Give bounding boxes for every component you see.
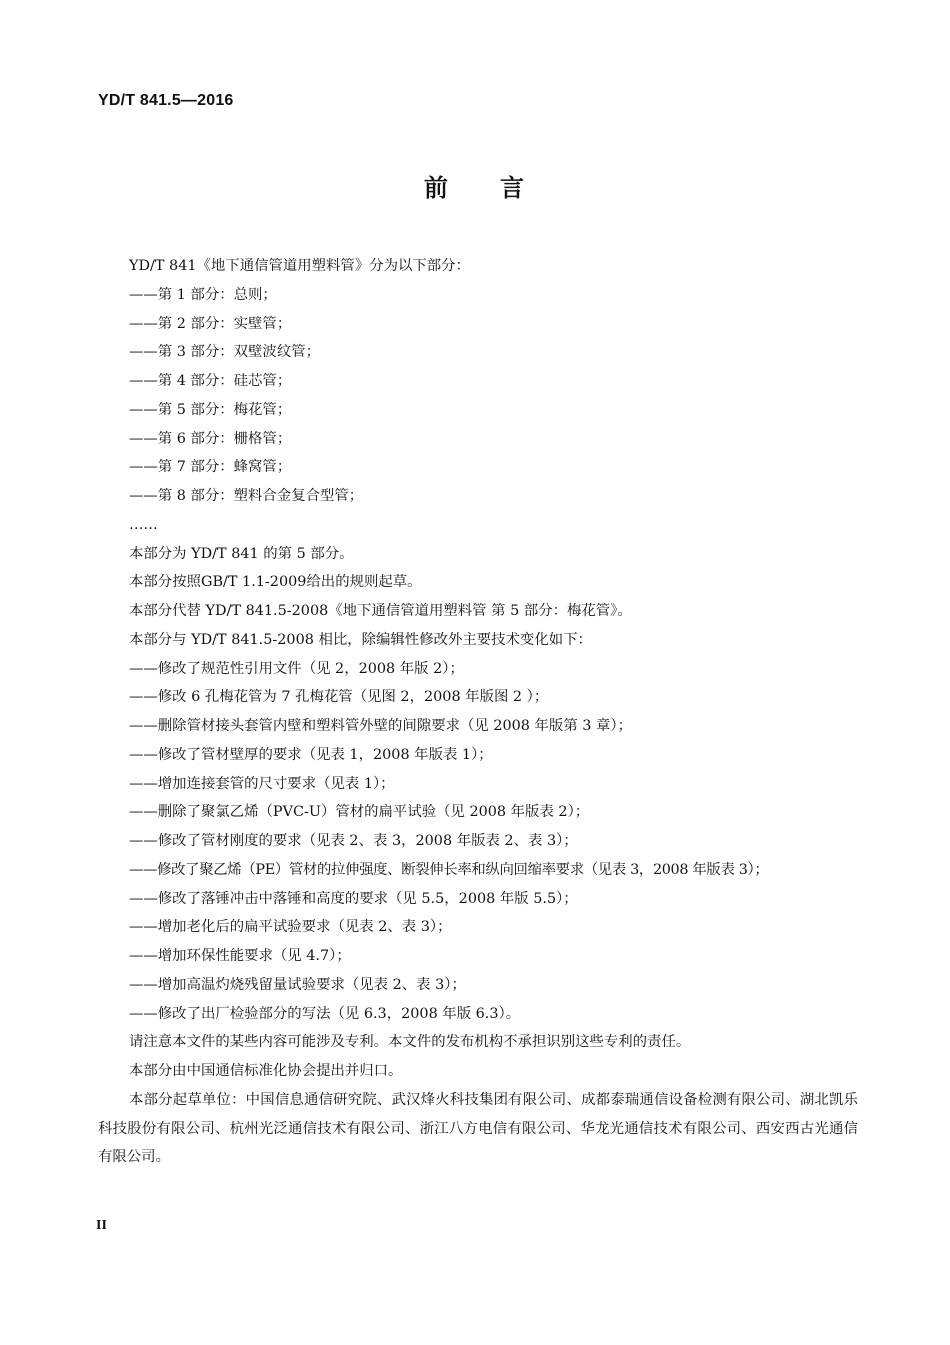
foreword-line: YD/T 841《地下通信管道用塑料管》分为以下部分： — [129, 258, 470, 274]
foreword-line: ——第 1 部分：总则； — [129, 286, 277, 303]
foreword-line: …… — [129, 516, 158, 533]
foreword-line: ——删除了聚氯乙烯（PVC-U）管材的扁平试验（见 2008 年版表 2）； — [129, 804, 590, 821]
page-title — [0, 168, 950, 203]
foreword-line: ——第 5 部分：梅花管； — [129, 401, 292, 418]
foreword-line: ——修改 6 孔梅花管为 7 孔梅花管（见图 2，2008 年版图 2 ）； — [129, 689, 549, 706]
foreword-line: 本部分由中国通信标准化协会提出并归口。 — [129, 1063, 403, 1079]
foreword-line: ——第 4 部分：硅芯管； — [129, 373, 292, 389]
foreword-line: ——修改了管材刚度的要求（见表 2、表 3，2008 年版表 2、表 3）； — [129, 833, 578, 849]
foreword-body — [98, 252, 858, 1172]
foreword-line: ——修改了管材壁厚的要求（见表 1，2008 年版表 1）； — [129, 746, 493, 763]
page-number: II — [96, 1218, 107, 1233]
foreword-line: ——第 7 部分：蜂窝管； — [129, 459, 292, 476]
foreword-line: ——第 6 部分：栅格管； — [129, 430, 292, 447]
foreword-line: ——修改了聚乙烯（PE）管材的拉伸强度、断裂伸长率和纵向回缩率要求（见表 3，2008 年版表 3）； — [129, 861, 769, 878]
foreword-line: 本部分代替 YD/T 841.5-2008《地下通信管道用塑料管 第 5 部分：梅花管》。 — [129, 603, 632, 619]
foreword-line: ——修改了出厂检验部分的写法（见 6.3，2008 年版 6.3）。 — [129, 1005, 521, 1022]
foreword-line: ——修改了规范性引用文件（见 2，2008 年版 2）； — [129, 660, 464, 677]
foreword-line: ——修改了落锤冲击中落锤和高度的要求（见 5.5，2008 年版 5.5）； — [129, 890, 578, 907]
foreword-line: ——第 3 部分：双壁波纹管； — [129, 344, 320, 361]
foreword-line: ——第 8 部分：塑料合金复合型管； — [129, 488, 364, 504]
title-char-1: 前 — [424, 174, 450, 202]
foreword-line: ——第 2 部分：实壁管； — [129, 315, 292, 332]
foreword-line: 本部分按照GB/T 1.1-2009给出的规则起草。 — [129, 574, 422, 591]
foreword-line: ——增加高温灼烧残留量试验要求（见表 2、表 3）； — [129, 976, 466, 993]
foreword-line: ——删除管材接头套管内壁和塑料管外壁的间隙要求（见 2008 年版第 3 章）； — [129, 718, 632, 734]
foreword-line: 本部分与 YD/T 841.5-2008 相比，除编辑性修改外主要技术变化如下： — [129, 631, 592, 648]
foreword-line: ——增加环保性能要求（见 4.7）； — [129, 948, 351, 964]
foreword-line: 本部分为 YD/T 841 的第 5 部分。 — [129, 545, 354, 562]
title-char-2: 言 — [500, 174, 526, 202]
foreword-line: ——增加老化后的扁平试验要求（见表 2、表 3）； — [129, 919, 452, 936]
foreword-line: 请注意本文件的某些内容可能涉及专利。本文件的发布机构不承担识别这些专利的责任。 — [129, 1034, 691, 1051]
foreword-line: ——增加连接套管的尺寸要求（见表 1）； — [129, 775, 395, 792]
document-code: YD/T 841.5—2016 — [98, 92, 234, 109]
drafting-units-paragraph: 本部分起草单位：中国信息通信研究院、武汉烽火科技集团有限公司、成都泰瑞通信设备检测有限公司、湖北凯乐科技股份有限公司、杭州光泛通信技术有限公司、浙江八方电信有限公司、华龙光通信技术有限公司、西安西古光通信有限公司。 — [98, 1091, 858, 1166]
